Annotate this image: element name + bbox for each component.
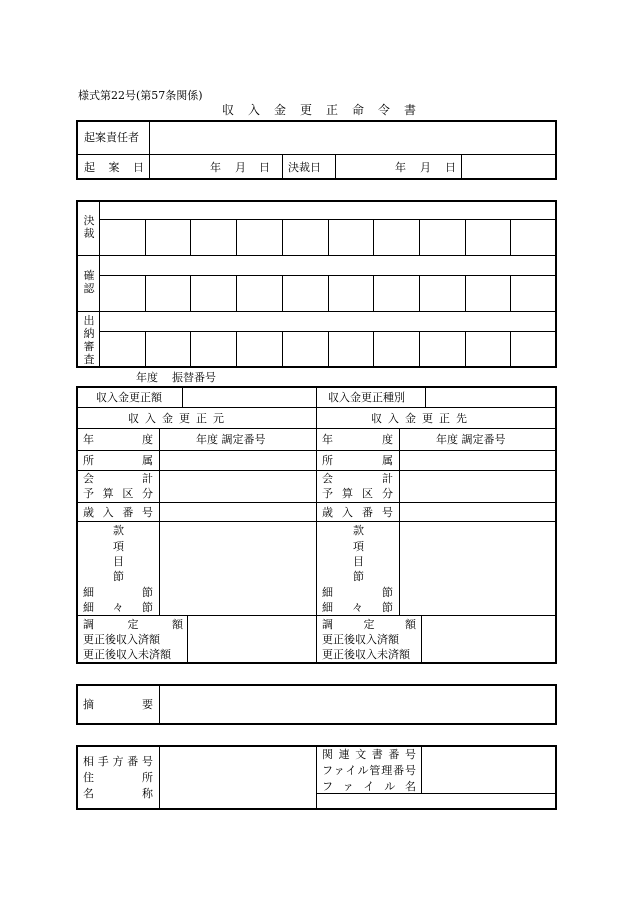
- approval-cell-divider: [282, 331, 283, 367]
- source-fiscal-year: 年度: [83, 433, 153, 446]
- confirm-label: 確認: [83, 269, 95, 295]
- draft-date-label: 起案日: [84, 161, 144, 174]
- approval-cell-divider: [419, 331, 420, 367]
- source-setsu: 節: [113, 570, 124, 583]
- page-title: 収入金更正命令書: [222, 103, 431, 117]
- form-number: 様式第22号(第57条関係): [78, 89, 203, 102]
- dest-kan: 款: [353, 524, 364, 537]
- dest-header: 収入金更正先: [371, 412, 473, 425]
- approval-cell-divider: [236, 219, 237, 255]
- approval-cell-divider: [190, 331, 191, 367]
- file-name-label: ファイル名: [322, 780, 416, 793]
- approval-cell-divider: [190, 219, 191, 255]
- dest-setsu: 節: [353, 570, 364, 583]
- approval-cell-divider: [510, 219, 511, 255]
- approval-cell-divider: [510, 331, 511, 367]
- approval-cell-divider: [145, 219, 146, 255]
- approval-cell-divider: [373, 331, 374, 367]
- approval-cell-divider: [145, 331, 146, 367]
- approval-cell-divider: [373, 275, 374, 311]
- file-mgmt-label: ファイル管理番号: [322, 764, 416, 777]
- decision-month: 月: [420, 161, 431, 174]
- draft-month: 月: [235, 161, 246, 174]
- source-received-after: 更正後収入済額: [83, 633, 160, 646]
- approval-cell-divider: [373, 219, 374, 255]
- dest-unreceived-after: 更正後収入未済額: [322, 648, 410, 661]
- dest-affiliation: 所属: [322, 454, 393, 467]
- amount-label: 収入金更正額: [96, 391, 162, 404]
- dest-kou: 項: [353, 540, 364, 553]
- decision-year: 年: [395, 161, 406, 174]
- approval-cell-divider: [190, 275, 191, 311]
- dest-budget-class: 予算区分: [322, 487, 393, 500]
- approval-cell-divider: [328, 219, 329, 255]
- dest-adjusted-amount: 調定額: [322, 618, 416, 631]
- transfer-year-label: 年度: [136, 371, 158, 384]
- approval-cell-divider: [510, 275, 511, 311]
- approval-cell-divider: [465, 331, 466, 367]
- address-label: 住所: [83, 771, 153, 784]
- source-adjust-number: 年度 調定番号: [196, 433, 266, 446]
- source-revenue-number: 歳入番号: [83, 506, 153, 519]
- approval-cell-divider: [236, 275, 237, 311]
- approval-cell-divider: [328, 331, 329, 367]
- source-saisetsu: 細節: [83, 586, 153, 599]
- dest-saisaisetsu: 細々節: [322, 601, 393, 614]
- source-header: 収入金更正元: [128, 412, 230, 425]
- approval-cell-divider: [465, 219, 466, 255]
- decision-day: 日: [445, 161, 456, 174]
- dest-fiscal-year: 年度: [322, 433, 393, 446]
- related-doc-label: 関連文書番号: [322, 748, 416, 761]
- counterparty-number: 相手方番号: [83, 755, 153, 768]
- dest-revenue-number: 歳入番号: [322, 506, 393, 519]
- source-unreceived-after: 更正後収入未済額: [83, 648, 171, 661]
- approval-cell-divider: [282, 275, 283, 311]
- decision-label: 決裁: [83, 214, 95, 240]
- approval-cell-divider: [282, 219, 283, 255]
- source-account: 会計: [83, 472, 153, 485]
- type-label: 収入金更正種別: [328, 391, 405, 404]
- dest-account: 会計: [322, 472, 393, 485]
- source-kou: 項: [113, 540, 124, 553]
- source-saisaisetsu: 細々節: [83, 601, 153, 614]
- source-moku: 目: [113, 555, 124, 568]
- draft-year: 年: [210, 161, 221, 174]
- approval-cell-divider: [328, 275, 329, 311]
- approval-cell-divider: [236, 331, 237, 367]
- approval-cell-divider: [419, 219, 420, 255]
- approval-grid: [76, 200, 557, 368]
- source-adjusted-amount: 調定額: [83, 618, 183, 631]
- approval-cell-divider: [419, 275, 420, 311]
- dest-saisetsu: 細節: [322, 586, 393, 599]
- treasury-label: 出納審査: [83, 314, 95, 366]
- decision-date-label: 決裁日: [288, 161, 321, 174]
- source-budget-class: 予算区分: [83, 487, 153, 500]
- dest-received-after: 更正後収入済額: [322, 633, 399, 646]
- source-affiliation: 所属: [83, 454, 153, 467]
- drafter-label: 起案責任者: [84, 131, 139, 144]
- source-kan: 款: [113, 524, 124, 537]
- dest-moku: 目: [353, 555, 364, 568]
- approval-cell-divider: [465, 275, 466, 311]
- approval-cell-divider: [145, 275, 146, 311]
- name-label: 名称: [83, 787, 153, 800]
- summary-label: 摘要: [83, 698, 153, 711]
- dest-adjust-number: 年度 調定番号: [436, 433, 506, 446]
- transfer-number-label: 振替番号: [172, 371, 216, 384]
- draft-day: 日: [259, 161, 270, 174]
